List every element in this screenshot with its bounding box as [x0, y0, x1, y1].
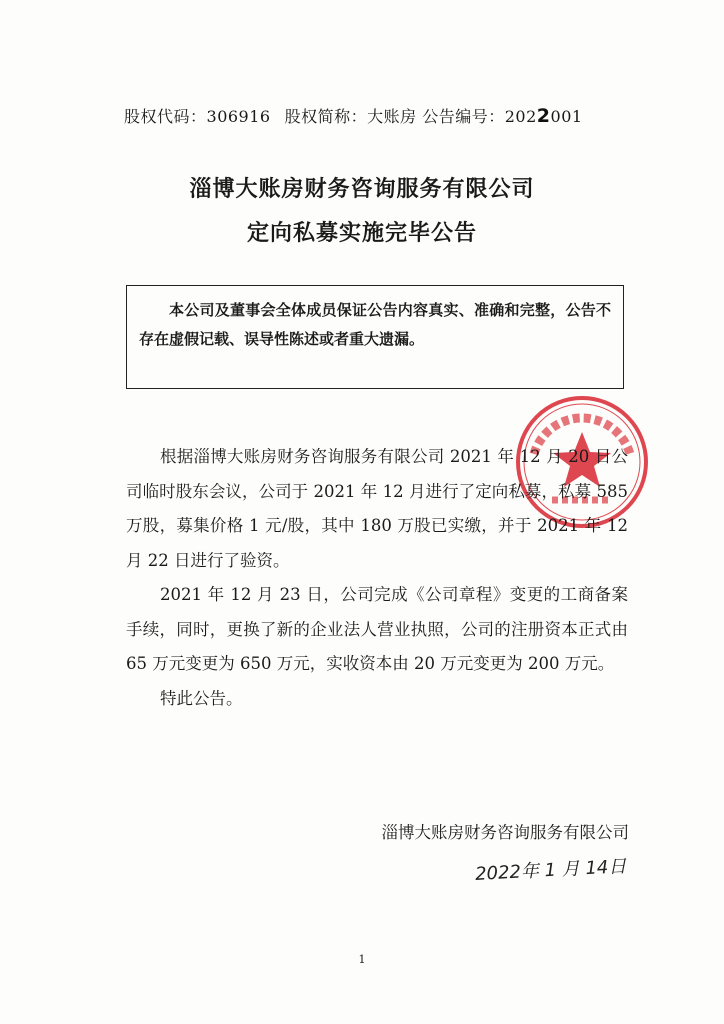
notice-number-label: 公告编号： [422, 107, 505, 126]
stock-code: 306916 [206, 107, 271, 126]
page-number: 1 [358, 953, 366, 966]
body-paragraph-3: 特此公告。 [160, 688, 243, 708]
signature-date-handwritten: 2022年 1 月 14日 [474, 856, 627, 885]
notice-number-handwritten-digit: 2 [536, 105, 551, 127]
stock-name-label: 股权简称： [284, 107, 368, 126]
company-title: 淄博大账房财务咨询服务有限公司 [189, 177, 535, 202]
announcement-body [126, 440, 628, 716]
disclaimer-text: 本公司及董事会全体成员保证公告内容真实、准确和完整，公告不存在虚假记载、误导性陈述或者重大遗漏。 [139, 301, 611, 348]
signature-company: 淄博大账房财务咨询服务有限公司 [381, 823, 629, 842]
body-paragraph-2: 2021 年 12 月 23 日，公司完成《公司章程》变更的工商备案手续，同时，更换了新的企业法人营业执照，公司的注册资本正式由 65 万元变更为 650 万元，实收资本由 20 万元变更为 200 万元。 [126, 585, 628, 673]
disclaimer-box [126, 285, 624, 389]
notice-number-suffix: 001 [550, 107, 583, 126]
stock-name: 大账房 [367, 107, 417, 126]
stock-code-label: 股权代码： [124, 107, 207, 126]
stock-info-header [124, 104, 634, 127]
notice-number-prefix: 202 [504, 107, 537, 126]
body-paragraph-1: 根据淄博大账房财务咨询服务有限公司 2021 年 12 月 20 日公司临时股东会议，公司于 2021 年 12 月进行了定向私募，私募 585 万股，募集价格 1 元/股，其中 180 万股已实缴，并于 2021 年 12 月 22 日进行了验资。 [126, 447, 628, 570]
announcement-title: 定向私募实施完毕公告 [246, 221, 477, 246]
